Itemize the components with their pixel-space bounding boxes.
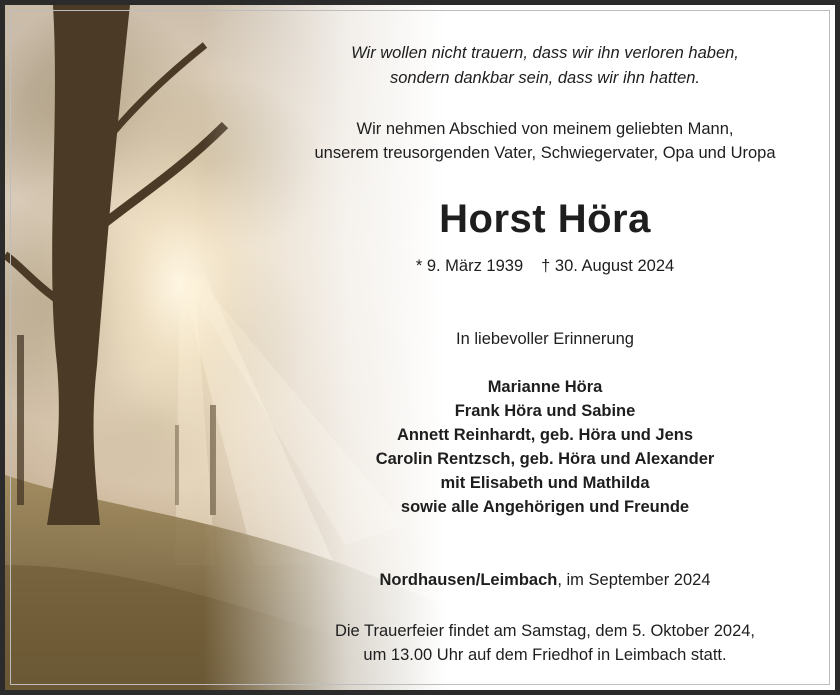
mourner-2: Frank Höra und Sabine — [454, 402, 636, 420]
motto-line-1: Wir wollen nicht trauern, dass wir ihn verloren haben, — [351, 44, 739, 62]
mourner-1: Marianne Höra — [487, 378, 603, 396]
deceased-name: Horst Höra — [439, 197, 651, 241]
mourner-3: Annett Reinhardt, geb. Höra und Jens — [396, 426, 694, 444]
intro-line-2: unserem treusorgenden Vater, Schwiegervater, Opa und Uropa — [314, 144, 776, 162]
service-line-1: Die Trauerfeier findet am Samstag, dem 5. Oktober 2024, — [334, 622, 756, 640]
notice-text — [285, 5, 805, 690]
motto-line-2: sondern dankbar sein, dass wir ihn hatten. — [389, 69, 701, 87]
birth-date: * 9. März 1939 — [415, 257, 524, 275]
notice-date: , im September 2024 — [557, 571, 711, 589]
place-and-date — [285, 571, 805, 590]
intro-line-1: Wir nehmen Abschied von meinem geliebten Mann, — [356, 120, 734, 138]
mourner-4: Carolin Rentzsch, geb. Höra und Alexander — [375, 450, 715, 468]
death-date: † 30. August 2024 — [541, 257, 675, 275]
life-dates — [285, 257, 805, 276]
memory-line: In liebevoller Erinnerung — [456, 330, 634, 348]
mourner-5: mit Elisabeth und Mathilda — [440, 474, 650, 492]
service-line-2: um 13.00 Uhr auf dem Friedhof in Leimbach statt. — [363, 646, 727, 664]
place-name: Nordhausen/Leimbach — [379, 571, 558, 589]
mourner-6: sowie alle Angehörigen und Freunde — [400, 498, 690, 516]
